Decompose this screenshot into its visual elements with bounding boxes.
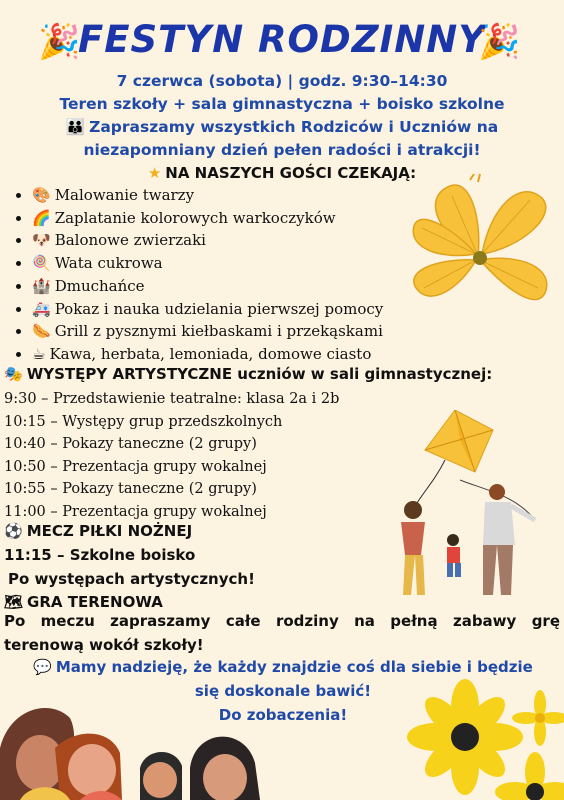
football-heading: ⚽ MECZ PIŁKI NOŻNEJ <box>4 522 193 540</box>
list-item: • ☕ Kawa, herbata, lemoniada, domowe ciasto <box>32 343 432 366</box>
family-faces-illustration <box>0 688 290 800</box>
performances-heading: 🎭 WYSTĘPY ARTYSTYCZNE uczniów w sali gimnastycznej: <box>4 365 493 383</box>
family-icon: 👪 <box>65 118 86 136</box>
list-item: • 🌈 Zaplatanie kolorowych warkoczyków <box>32 207 432 230</box>
kite-family-illustration <box>385 410 563 600</box>
list-item: • 🚑 Pokaz i nauka udzielania pierwszej pomocy <box>32 298 432 321</box>
palette-icon: 🎨 <box>32 186 51 204</box>
invite-line-2: niezapomniany dzień pełen radości i atrakcji! <box>83 141 481 159</box>
speech-bubble-icon: 💬 <box>33 658 52 676</box>
lollipop-icon: 🍭 <box>32 254 51 273</box>
attractions-list <box>8 184 432 366</box>
closing-line-1: 💬 Mamy nadzieję, że każdy znajdzie coś dla siebie i będzie <box>33 658 533 676</box>
list-item: • 🎨 Malowanie twarzy <box>32 184 432 207</box>
list-item: • 🍭 Wata cukrowa <box>32 252 432 275</box>
schedule-item: 9:30 – Przedstawienie teatralne: klasa 2a i 2b <box>4 391 340 407</box>
performance-schedule <box>4 388 339 523</box>
event-date-time: 7 czerwca (sobota) | godz. 9:30–14:30 <box>116 72 448 90</box>
party-popper-icon: 🎉 <box>478 22 521 62</box>
closing-line-3: Do zobaczenia! <box>218 706 348 724</box>
theater-masks-icon: 🎭 <box>4 365 23 383</box>
event-location: Teren szkoły + sala gimnastyczna + boisko szkolne <box>59 95 505 113</box>
field-game-text: Po meczu zapraszamy całe rodziny na pełną zabawy grę terenową wokół szkoły! <box>4 612 560 654</box>
ambulance-icon: 🚑 <box>32 299 51 318</box>
attractions-heading: ★ NA NASZYCH GOŚCI CZEKAJĄ: <box>147 164 417 182</box>
castle-icon: 🏰 <box>32 276 51 295</box>
schedule-item: 10:55 – Pokazy taneczne (2 grupy) <box>4 481 257 497</box>
page-title: FESTYN RODZINNY <box>77 18 487 61</box>
field-game-heading: 🗺 GRA TERENOWA <box>4 593 163 611</box>
rainbow-icon: 🌈 <box>32 208 51 227</box>
list-item: • 🐶 Balonowe zwierzaki <box>32 229 432 252</box>
dog-face-icon: 🐶 <box>32 231 51 250</box>
schedule-item: 10:40 – Pokazy taneczne (2 grupy) <box>4 436 257 452</box>
flower-illustration <box>400 168 560 318</box>
map-icon: 🗺 <box>4 593 24 611</box>
closing-line-2: się doskonale bawić! <box>194 682 372 700</box>
football-time: 11:15 – Szkolne boisko <box>4 546 196 564</box>
star-icon: ★ <box>147 164 162 182</box>
schedule-item: 11:00 – Prezentacja grupy wokalnej <box>4 503 267 520</box>
invite-line-1: 👪 Zapraszamy wszystkich Rodziców i Uczniów na <box>65 118 499 136</box>
party-popper-icon: 🎉 <box>38 22 81 62</box>
soccer-ball-icon: ⚽ <box>4 522 23 540</box>
sausage-icon: 🌭 <box>32 322 51 341</box>
coffee-icon: ☕ <box>32 344 46 363</box>
schedule-item: 10:50 – Prezentacja grupy wokalnej <box>4 458 267 475</box>
list-item: • 🌭 Grill z pysznymi kiełbaskami i przekąskami <box>32 320 432 343</box>
yellow-flowers-illustration <box>400 672 564 800</box>
list-item: • 🏰 Dmuchańce <box>32 275 432 298</box>
schedule-item: 10:15 – Występy grup przedszkolnych <box>4 413 283 430</box>
football-note: Po występach artystycznych! <box>8 570 255 588</box>
